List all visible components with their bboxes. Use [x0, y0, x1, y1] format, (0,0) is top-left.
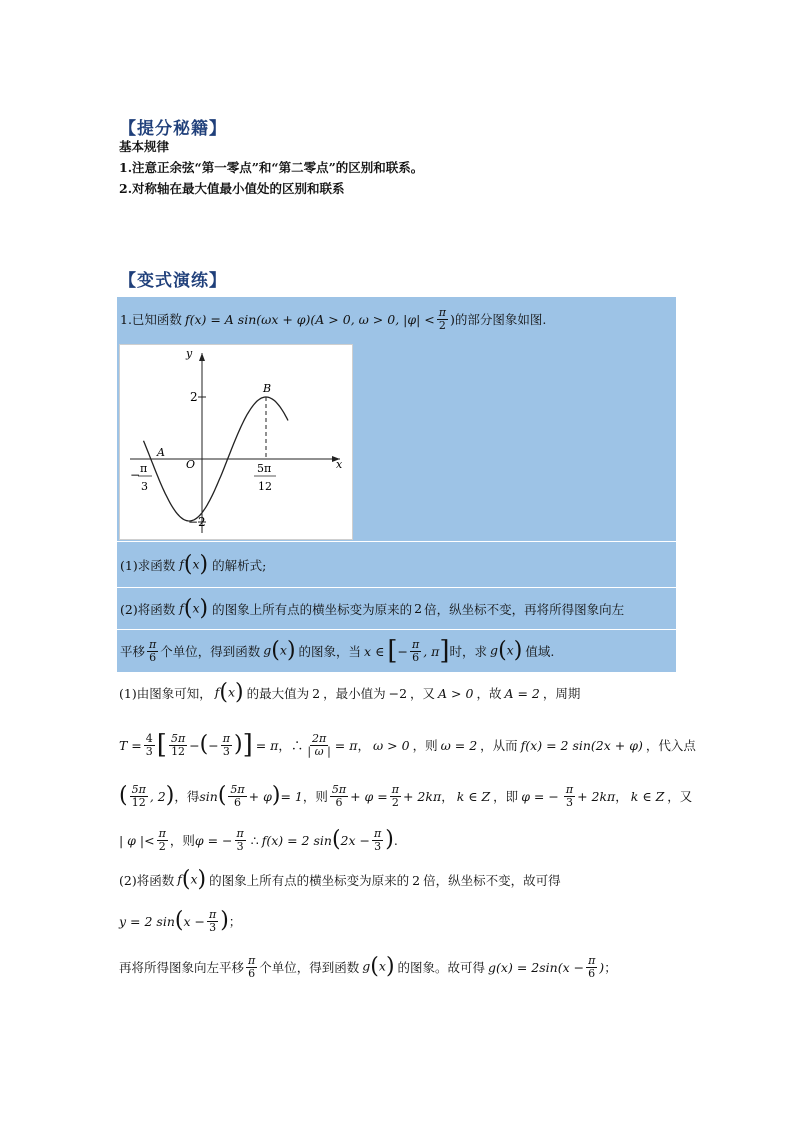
solution-line-1: (1)由图象可知， f(x) 的最大值为 2 ，最小值为 −2 ，又 A > 0 ，故 A = 2 ，周期	[119, 680, 581, 705]
solution-line-5: (2)将函数 f(x) 的图象上所有点的横坐标变为原来的 2 倍，纵坐标不变，故可得	[119, 867, 561, 892]
question-intro: 1.已知函数	[120, 312, 182, 327]
tick-x-right-num: 5π	[257, 462, 272, 475]
solution-line-4: | φ |< $\frac{\pi}{2}$ ，则 φ = − $\frac{\pi}{3}$ ∴ f(x) = 2 sin ( 2x − $\frac{\pi}{3}$ ) .	[119, 826, 398, 853]
tick-label-2: 2	[190, 390, 198, 404]
tick-x-left-den: 3	[141, 480, 148, 493]
tips-line-2: 2.对称轴在最大值最小值处的区别和联系	[119, 181, 345, 196]
pi-over-2: $\frac{\pi}{2}$	[438, 305, 447, 332]
function-graph	[119, 344, 353, 540]
practice-title: 【变式演练】	[119, 271, 227, 291]
question-part-2b: 平移 $\frac{\pi}{6}$ 个单位，得到函数 g(x) 的图象，当 x ∈ [ − $\frac{\pi}{6}$ , π ] 时，求 g(x) 值域.	[117, 630, 676, 672]
tick-x-right-den: 12	[258, 480, 272, 493]
y-axis-arrow	[199, 353, 205, 361]
y-axis-label: y	[186, 347, 193, 360]
tips-title: 【提分秘籍】	[119, 119, 227, 139]
tick-x-left-sign: −	[130, 468, 141, 482]
question-function: f(x) = A sin(ωx + φ)(A > 0, ω > 0, |φ| <	[184, 311, 435, 327]
tick-label-neg2: −2	[188, 515, 206, 529]
graph-svg	[120, 345, 352, 539]
solution-line-3: ( $\frac{5\pi}{12}$ , 2 ) ，得 sin ( $\frac{5\pi}{6}$ + φ ) = 1 ，则 $\frac{5\pi}{6}$ + φ = $\frac{\pi}{2}$ + 2kπ ， k ∈ Z ，即 φ = − $\frac{\pi}{3}$ + 2kπ ， k ∈ Z ，又	[119, 782, 693, 809]
x-axis-label: x	[336, 458, 343, 471]
solution-line-6: y = 2 sin ( x − $\frac{\pi}{3}$ ) ；	[119, 907, 242, 934]
tips-block	[119, 136, 423, 199]
solution-line-7: 再将所得图象向左平移 $\frac{\pi}{6}$ 个单位，得到函数 g(x) 的图象。故可得 g(x) = 2sin(x − $\frac{\pi}{6}$ ) ；	[119, 953, 617, 980]
point-a-label: A	[157, 446, 165, 459]
tips-heading: 基本规律	[119, 139, 170, 154]
point-b-label: B	[263, 382, 272, 395]
tips-line-1: 1.注意正余弦“第一零点”和“第二零点”的区别和联系。	[119, 160, 424, 175]
question-row-1	[117, 297, 676, 341]
question-part-1: (1)求函数 f(x) 的解析式;	[117, 542, 676, 587]
origin-label: O	[186, 458, 196, 471]
tick-x-left-num: π	[140, 462, 148, 475]
solution-line-2: T = $\frac{4}{3}$ [ $\frac{5\pi}{12}$ − ( − $\frac{\pi}{3}$ ) ] = π ，∴ $\frac{2\pi}{| \omega |}$ = π ， ω > 0 ，则 ω = 2 ，从而 f(x) = 2 sin(2x + φ) ，代入点	[119, 730, 696, 760]
question-func-end: )的部分图象如图.	[450, 312, 547, 327]
question-part-2a: (2)将函数 f(x) 的图象上所有点的横坐标变为原来的 2 倍，纵坐标不变，再将所得图象向左	[117, 588, 676, 629]
